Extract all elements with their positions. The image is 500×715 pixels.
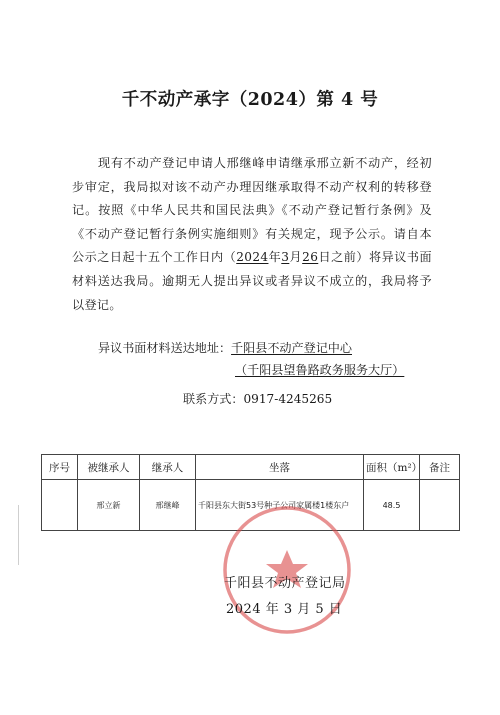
header-remarks: 备注 xyxy=(420,455,460,480)
address-line-2: （千阳县望鲁路政务服务大厅） xyxy=(235,363,405,377)
deadline-day: 26 xyxy=(302,250,319,265)
table-header-row xyxy=(42,455,460,480)
deadline-month: 3 xyxy=(281,250,290,265)
header-decedent: 被继承人 xyxy=(78,455,140,480)
cell-location: 千阳县东大街53号种子公司家属楼1楼东户 xyxy=(196,480,364,531)
cell-heir: 邢继峰 xyxy=(140,480,196,531)
cell-index xyxy=(42,480,78,531)
address-line-1: 千阳县不动产登记中心 xyxy=(231,341,352,355)
notice-body xyxy=(72,152,432,317)
document-title: 千不动产承字（2024）第 4 号 xyxy=(121,90,379,110)
notice-paragraph xyxy=(72,152,432,317)
header-location: 坐落 xyxy=(196,455,364,480)
objection-address xyxy=(98,338,352,358)
scan-edge-mark xyxy=(18,505,19,565)
official-seal-icon xyxy=(217,500,357,640)
header-area: 面积（m²） xyxy=(364,455,420,480)
header-index: 序号 xyxy=(42,455,78,480)
cell-decedent: 邢立新 xyxy=(78,480,140,531)
contact-info: 联系方式：0917-4245265 xyxy=(183,392,333,406)
cell-area: 48.5 xyxy=(364,480,420,531)
issue-date: 2024 年 3 月 5 日 xyxy=(226,602,343,617)
issuing-authority: 千阳县不动产登记局 xyxy=(224,576,346,591)
header-heir: 继承人 xyxy=(140,455,196,480)
notice-text-start: 现有不动产登记申请人邢继峰申请继承邢立新不动产，经初步审定，我局拟对该不动产办理因继承取得不动产权利的转移登记。按照《中华人民共和国民法典》《不动产登记暂行条例》及《不动产登记暂行条例实施细则》有关规定，现予公示。请自本公示之日起十五个工作日内（ xyxy=(72,156,432,265)
notice-text-end: 日之前）将异议书面材料送达我局。逾期无人提出异议或者异议不成立的，我局将予以登记。 xyxy=(72,250,432,312)
address-label: 异议书面材料送达地址： xyxy=(98,341,232,355)
deadline-year: 2024 xyxy=(236,250,269,265)
deadline-year-unit: 年 xyxy=(268,250,282,265)
cell-remarks xyxy=(420,480,460,531)
deadline-month-unit: 月 xyxy=(289,250,303,265)
